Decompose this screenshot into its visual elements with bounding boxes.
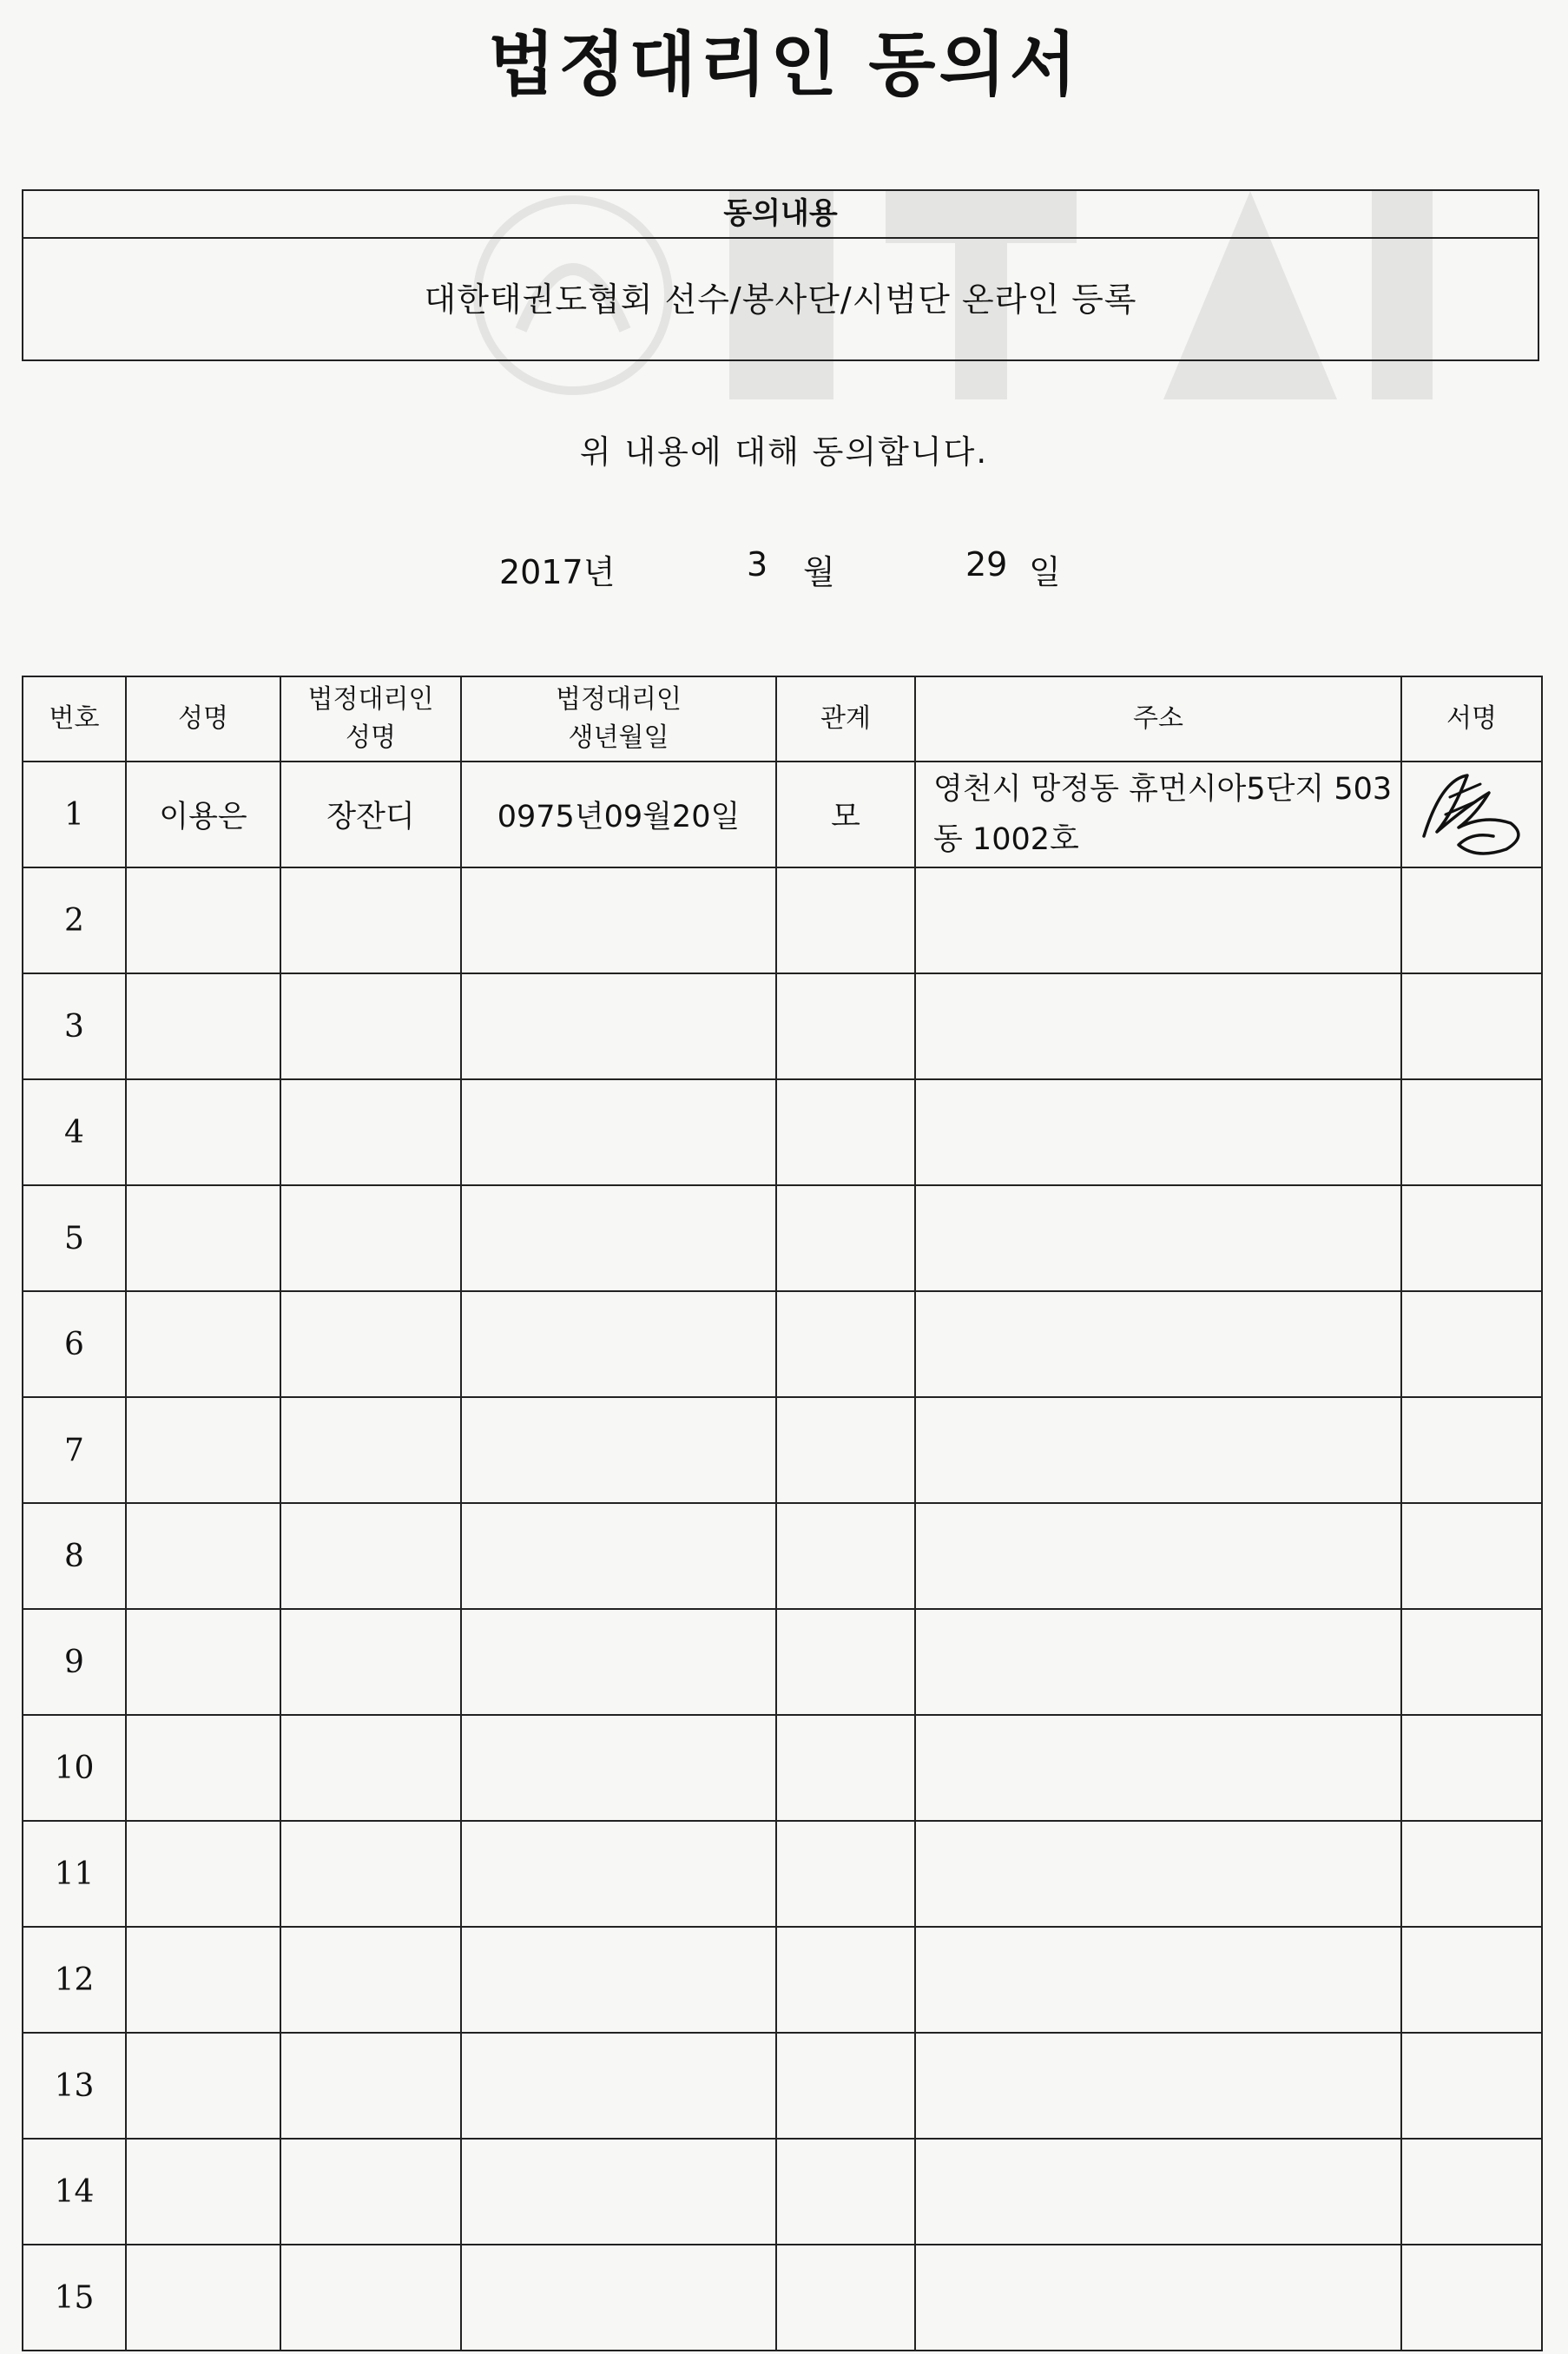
row-guardian-birth — [461, 1609, 776, 1715]
table-row — [23, 762, 1542, 867]
table-row — [23, 2033, 1542, 2139]
row-name — [126, 1927, 280, 2033]
row-name — [126, 1503, 280, 1609]
row-guardian-name — [280, 1715, 461, 1821]
row-name — [126, 867, 280, 973]
row-name — [126, 1821, 280, 1927]
table-row — [23, 867, 1542, 973]
header-signature: 서명 — [1401, 676, 1542, 762]
row-address: 영천시 망정동 휴먼시아5단지 503동 1002호 — [915, 762, 1401, 867]
row-signature — [1401, 1927, 1542, 2033]
row-guardian-birth — [461, 1397, 776, 1503]
table-row — [23, 1927, 1542, 2033]
row-number: 6 — [23, 1291, 126, 1397]
row-address — [915, 1821, 1401, 1927]
row-guardian-name — [280, 1927, 461, 2033]
row-number: 9 — [23, 1609, 126, 1715]
row-signature — [1401, 1609, 1542, 1715]
header-guardian-birth — [461, 676, 776, 762]
date-year: 2017년 — [499, 553, 616, 591]
consent-content-box — [22, 189, 1539, 361]
row-signature — [1401, 973, 1542, 1079]
row-address — [915, 867, 1401, 973]
row-name — [126, 1291, 280, 1397]
row-guardian-birth — [461, 2245, 776, 2351]
handwritten-signature-icon — [1407, 762, 1537, 867]
table-row — [23, 1185, 1542, 1291]
table-row — [23, 2139, 1542, 2245]
row-signature — [1401, 1185, 1542, 1291]
date-month-label: 월 — [803, 553, 835, 591]
agreement-statement: 위 내용에 대해 동의합니다. — [579, 433, 989, 471]
row-guardian-birth — [461, 867, 776, 973]
header-guardian-name-line1: 법정대리인 — [307, 684, 434, 715]
row-guardian-name — [280, 973, 461, 1079]
row-signature — [1401, 1715, 1542, 1821]
row-address — [915, 1079, 1401, 1185]
row-relation — [776, 1291, 915, 1397]
row-address — [915, 2139, 1401, 2245]
header-guardian-birth-line1: 법정대리인 — [556, 684, 682, 715]
row-guardian-birth — [461, 1821, 776, 1927]
row-name — [126, 1715, 280, 1821]
row-number: 14 — [23, 2139, 126, 2245]
row-guardian-name — [280, 1079, 461, 1185]
row-name — [126, 1185, 280, 1291]
row-number: 7 — [23, 1397, 126, 1503]
table-row — [23, 1609, 1542, 1715]
date-month-value: 3 — [747, 545, 768, 584]
row-guardian-name — [280, 2139, 461, 2245]
row-relation — [776, 1503, 915, 1609]
table-header-row — [23, 676, 1542, 762]
table-row — [23, 1397, 1542, 1503]
row-signature — [1401, 1503, 1542, 1609]
row-number: 1 — [23, 762, 126, 867]
row-number: 15 — [23, 2245, 126, 2351]
row-guardian-birth — [461, 1079, 776, 1185]
row-number: 4 — [23, 1079, 126, 1185]
header-name: 성명 — [126, 676, 280, 762]
row-name — [126, 2245, 280, 2351]
row-name — [126, 2033, 280, 2139]
row-relation — [776, 1079, 915, 1185]
row-name — [126, 1079, 280, 1185]
row-relation — [776, 2245, 915, 2351]
row-relation — [776, 1185, 915, 1291]
row-address — [915, 1609, 1401, 1715]
row-signature — [1401, 2245, 1542, 2351]
row-relation — [776, 1397, 915, 1503]
consent-body: 대한태권도협회 선수/봉사단/시범단 온라인 등록 — [424, 280, 1137, 319]
row-guardian-birth — [461, 1715, 776, 1821]
row-guardian-name — [280, 867, 461, 973]
row-name: 이용은 — [126, 762, 280, 867]
header-number: 번호 — [23, 676, 126, 762]
row-number: 5 — [23, 1185, 126, 1291]
row-guardian-name — [280, 2033, 461, 2139]
table-row — [23, 1291, 1542, 1397]
row-guardian-name — [280, 1397, 461, 1503]
row-guardian-birth — [461, 1185, 776, 1291]
row-signature — [1401, 2033, 1542, 2139]
row-guardian-name — [280, 1821, 461, 1927]
row-address — [915, 1185, 1401, 1291]
row-relation — [776, 2139, 915, 2245]
row-guardian-birth: 0975년09월20일 — [461, 762, 776, 867]
row-relation — [776, 867, 915, 973]
row-address — [915, 1927, 1401, 2033]
row-address — [915, 1503, 1401, 1609]
row-signature — [1401, 867, 1542, 973]
row-address — [915, 2245, 1401, 2351]
row-relation — [776, 1821, 915, 1927]
row-name — [126, 2139, 280, 2245]
row-relation — [776, 1927, 915, 2033]
date-day-value: 29 — [965, 545, 1008, 584]
table-row — [23, 1715, 1542, 1821]
row-relation — [776, 2033, 915, 2139]
row-address — [915, 973, 1401, 1079]
row-address — [915, 1397, 1401, 1503]
table-row — [23, 2245, 1542, 2351]
row-number: 13 — [23, 2033, 126, 2139]
date-day-label: 일 — [1029, 553, 1061, 591]
row-signature — [1401, 2139, 1542, 2245]
row-guardian-name — [280, 1185, 461, 1291]
header-guardian-name — [280, 676, 461, 762]
guardian-table — [22, 676, 1543, 2351]
table-row — [23, 1503, 1542, 1609]
row-guardian-name: 장잔디 — [280, 762, 461, 867]
row-signature — [1401, 1291, 1542, 1397]
row-guardian-birth — [461, 1927, 776, 2033]
table-row — [23, 973, 1542, 1079]
row-guardian-birth — [461, 1291, 776, 1397]
row-guardian-name — [280, 1503, 461, 1609]
row-guardian-name — [280, 1291, 461, 1397]
table-row — [23, 1821, 1542, 1927]
row-signature — [1401, 762, 1542, 867]
row-guardian-birth — [461, 2033, 776, 2139]
row-number: 11 — [23, 1821, 126, 1927]
row-number: 2 — [23, 867, 126, 973]
row-relation — [776, 973, 915, 1079]
row-number: 10 — [23, 1715, 126, 1821]
row-guardian-birth — [461, 2139, 776, 2245]
row-address — [915, 1715, 1401, 1821]
row-name — [126, 973, 280, 1079]
header-guardian-name-line2: 성명 — [346, 722, 396, 753]
header-address: 주소 — [915, 676, 1401, 762]
row-name — [126, 1609, 280, 1715]
row-relation — [776, 1715, 915, 1821]
row-number: 8 — [23, 1503, 126, 1609]
row-number: 12 — [23, 1927, 126, 2033]
row-address — [915, 2033, 1401, 2139]
consent-header: 동의내용 — [23, 191, 1538, 239]
row-signature — [1401, 1397, 1542, 1503]
row-relation: 모 — [776, 762, 915, 867]
row-guardian-name — [280, 2245, 461, 2351]
row-signature — [1401, 1821, 1542, 1927]
header-guardian-birth-line2: 생년월일 — [568, 722, 669, 753]
table-row — [23, 1079, 1542, 1185]
guardian-table-wrapper — [22, 676, 1541, 2336]
row-guardian-birth — [461, 973, 776, 1079]
document-title: 법정대리인 동의서 — [487, 23, 1081, 105]
row-guardian-birth — [461, 1503, 776, 1609]
row-signature — [1401, 1079, 1542, 1185]
row-address — [915, 1291, 1401, 1397]
row-number: 3 — [23, 973, 126, 1079]
row-relation — [776, 1609, 915, 1715]
row-guardian-name — [280, 1609, 461, 1715]
header-relation: 관계 — [776, 676, 915, 762]
row-name — [126, 1397, 280, 1503]
